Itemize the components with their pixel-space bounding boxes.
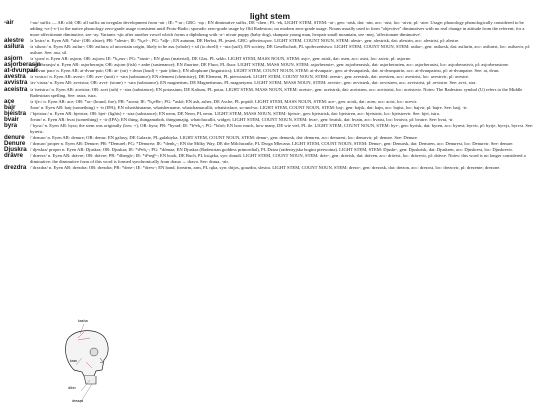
label-kran: kran <box>70 359 77 363</box>
entry-headword: -air <box>4 19 14 26</box>
entry-headword: Djuskra <box>4 145 27 153</box>
entry-definition: /ˈdrævrɛ/ n. Eyen AR: drävre; OR: drävre; PR: *dhregh-; IE: *dʰreǵʰ-; EN book, DE Buch, PL książka, syn: draudi. LIGHT STEM, COUNT NOUN, STEM: dräv-, gen: drävisk, dat: dräven, acc: drävist, loc: drävevir, pl: drävre. Notes: this word is no longer considered a diminutive: the diminutive form of this word is formed synchronically from draua → drava. See: draua, -air. <box>30 153 526 165</box>
label-kasha: kasha <box>78 319 88 323</box>
entry-definition: /baɪr/ n. Eyen AR: baij (something) + -ir (IPA); EN whatshisname, whatshername, whatchamacallit, whatsitsface, so-and-so; LIGHT STEM, COUNT NOUN, STEM: baj-, gen: bajsk, dat: bajn, acc: bajist, loc: bajvir, pl: bajre. See: baij, -ir. <box>30 104 468 110</box>
entry-headword: denure <box>4 133 25 141</box>
label-dreaza: dreaza <box>72 399 83 403</box>
entry-definition: /ˈdɛnurɛ/ n. Eyen AR: denure; OR: denur; EN galaxy, DE Galaxie, PL galaktyka. LIGHT STEM, COUNT NOUN, STEM: denur-, gen: denursk, dat: denuren, acc: denurest, loc: denurvir, pl: denure. See: Denure. <box>30 134 419 140</box>
entry-definition: /aˈsjɔrn/ n. Eyen AR: asjorn; OR: asjorn; IE: *h₂eus-; PG: *austr- ; EN glass (material), DE Glas, PL szkło. LIGHT STEM, MASS NOUN, STEM: asjo-, gen: asisk, dat: asen, acc: asist, loc: asivir, pl: asjorne. <box>30 56 412 62</box>
entry-definition: /ˈbjeistraː/ n. Eyen AR: bjeistra; OR: bjei- (lights) + -stra (substance); EN neon, DE Neon, PL neon. LIGHT STEM, MASS NOUN, STEM: bjeistr-, gen: bjeistrisk, dat: bjeistren, acc: bjeistrist, loc: bjeistrevir. See: bjei, istra. <box>30 110 440 116</box>
entry-headword: Denure <box>4 139 26 147</box>
entry-headword: bajr <box>4 103 16 111</box>
entry-headword: açe <box>4 97 15 105</box>
entry-headword: asjorn <box>4 55 23 63</box>
entry-definition: /bvaɪr/ n. Eyen AR: bvai (something) + -ir (IPA); EN thing, thingamabob, thingamajig, whatchacallit, widget; LIGHT STEM, COUNT NOUN, STEM: bvai-, gen: bvaisk, dat: bvain, acc: bvaist, loc: bvaivir, pl: bvaire. See: bvai, -ir. <box>30 116 454 122</box>
entry-headword: alestre <box>4 37 24 45</box>
skull-diagram-icon <box>56 318 116 405</box>
dictionary-entry <box>4 20 536 38</box>
entry-definition: /aˈvɛstraː/ n. Eyen AR: avest-; OR: ave- (unit) + -stra (substance); EN element (chemistry), DE Element, PL pierwiastek. LIGHT STEM, COUNT NOUN, STEM: avestr-, gen: avestrsk, dat: avestren, acc: avestrist, loc: avestrvir, pl: avestre. <box>30 74 470 80</box>
dictionary-entry <box>4 123 536 135</box>
dictionary-entry <box>4 153 536 165</box>
page-title: light stem <box>249 11 291 21</box>
dictionary-entry <box>4 44 536 56</box>
entry-definition: /aˈlɛstrɛ/ n. Eyen AR: *alst- (OR: alstre); PR: *alestr-; IE: *h₂el- ; PG: *alþ- ; EN autumn, DE Herbst, PL jesień, GRC: φθινόπωρον. LIGHT STEM, COUNT NOUN, STEM: alestr-, gen: alestrisk, dat: alestrin, acc: alestrist, pl: alestre. <box>30 38 460 44</box>
entry-definition: /ˈdjʊskra/ proper n. Eyen AR: Djuskra; OR: Djuskra; IE: *dʰeh₁-; PG: *dōmaz; EN Djuskra (Radestrian goddess primordial), PL Dziza (radestryjska bogini pierwotna). LIGHT STEM, STEM: Djuskr-, gen: Djuskrisk, dat: Djuskren, acc: Djuskrest, loc: Djuskrevir. <box>30 146 513 152</box>
entry-list <box>4 20 536 171</box>
skull-illustration <box>56 318 116 405</box>
entry-headword: bvair <box>4 115 19 123</box>
entry-definition: /aˈtseistraː/ n. Eyen AR: aceistra; OR: acei (ash) + -stra (substance); EN potassium, DE Kalium, PL potas. LIGHT STEM, MASS NOUN, STEM: aceistr-, gen: aceistrsk, dat: aceistren, acc: aceistrist, loc: aceistrvir. Notes: The Radestrac symbol (U) refers to the Middle Radestrian spelling. See: astra, istra. <box>30 86 523 98</box>
dictionary-entry <box>4 87 536 99</box>
entry-definition: /avˈvistra/ n. Eyen AR: avvistra; OR: avvi- (stone) + -stra (substance); EN magnetism, DE Magnetismus, PL magnetyzm. LIGHT STEM, MASS NOUN, STEM: avvistr-, gen: avvistrsk, dat: avvistren, acc: avvistrist, pl: avvistre. See: avvi, stra. <box>30 80 477 86</box>
entry-headword: at-dvunpair <box>4 67 38 75</box>
entry-definition: /aˈtʃeː/ n. Eyen AR: ace; OR: *ac- (brand, fire); PR: *aceat; IE: *h₂eHs-; PG: *askō; EN ash, ashes, DE Asche, PL popiół. LIGHT STEM, MASS NOUN, STEM: ace-, gen: acisk, dat: acen, acc: acist, loc: acevir. <box>30 98 418 104</box>
entry-headword: byra <box>4 121 18 129</box>
entry-headword: aceistra <box>4 85 28 93</box>
entry-headword: avestra <box>4 73 26 81</box>
entry-headword: bjeistra <box>4 109 27 117</box>
entry-definition: /-aɪr/ suffix — AR: old; OR: all suffix an irregular development from -air ; IE: *-ar ; GRC: -αρ ; EN diminutive suffix, DE -chen ; PL -ek, LIGHT STEM, STEM: -ai-, gen: -aisk, dat: -ain, acc: -aist, loc: -aivir, pl: -aire. Usage: phonology phonologically considered to be adding -ve (-v-) to the native phonology zero-grade usage consistent until Proto-Radic; sporadic zero-grade usage by Old Radestrac; no modern zero-grade usage. Nouns usually used to form "objective" diminutives with no real change in attitude from the referent; for a more affectionate diminutive, see -ay. Variants -sjir after another vowel which forms a diphthong with -a-: nivair puppy (baby dog), skanpair young man, hvopair small mountain, see -mej, 'affectionate diminutive'. <box>30 20 525 38</box>
entry-headword: avvistra <box>4 79 28 87</box>
label-dlinn: dlinn <box>68 386 76 390</box>
entry-definition: /at-dvunˈpaɪr/ n. Eyen AR: at-dvun-pair; OR: at- (on) + dvun (loud) + -pair (dim.); EN allophone (linguistics); LIGHT STEM, COUNT NOUN, STEM: at-dvunpair-, gen: at-dvunpairsk, dat: at-dvunpairin, acc: at-dvunpairist, pl: at-dvunpaire. See: at, dvun. <box>30 68 500 74</box>
entry-definition: /ˈbyraː/ n. Eyen AR: byra; the stem was originally (low; +), OR: byra; PR: *byrad; IE: *bʰeh₂-; PG: *bōrō; EN how much, how many, DE wie viel, PL ile. LIGHT STEM, COUNT NOUN, STEM: byr-, gen: byrisk, dat: byren, acc: byrest; byrvir, pl: byrje, byrvjs, byrvst. See: byreist. <box>30 122 534 134</box>
entry-definition: /ˈdɛnurɛ/ proper n. Eyen AR: Denure; PR: *Denurel; PG: *Denurez; IE: *denh₂-; EN the Milky Way, DE die Milchstraße, PL Droga Mleczna. LIGHT STEM, COUNT NOUN, STEM: Denur-, gen: Denursk, dat: Denuren, acc: Denurest, loc: Denurvir. See: denure. <box>30 140 514 146</box>
dictionary-entry <box>4 165 536 171</box>
entry-definition: /aˈsjɔrbɛrasjn/ n. Eyen AR: asjorberasjn; OR: asjorn (fish) + anbe (sustenance); EN fluorine, DE Fluor, PL fluor. LIGHT STEM, MASS NOUN, STEM: asjorberaste-, gen: asjorberastsk, dat: asjorberasten, acc: asjorberastst, loc: asjorberastvir, pl: asjorberastone. <box>30 62 509 68</box>
entry-headword: drezdra <box>4 164 27 172</box>
entry-definition: /ˈdrɛzdra/ n. Eyen AR: drezdra; OR: drezdra; PR: *drez-; IE: *drew-; EN hand, forearm, arm, PL ręka, syn: drijos, gouzdra, slestra. LIGHT STEM, COUNT NOUN, STEM: drezo-, gen: drezosk, dat: drezon, acc: drezost, loc: drezovir, pl: drezente; drezone. <box>30 165 501 171</box>
entry-headword: drävre <box>4 152 23 160</box>
entry-headword: asjorberasjn <box>4 61 41 69</box>
entry-definition: /aˈsiluraː/ n. Eyen AR: asilur-; OR: asilura; of uncertain origin, likely to be asu (whole) + sil (to dwell) + -ura (suff); EN society, DE Gesellschaft, PL społeczeństwo. LIGHT STEM, COUNT NOUN, STEM: asilur-, gen: asilursk, dat: asilurin, acc: asilurist, loc: asilurvir, pl: asilure. See: asu, sil. <box>30 44 531 56</box>
entry-headword: asilura <box>4 43 24 51</box>
